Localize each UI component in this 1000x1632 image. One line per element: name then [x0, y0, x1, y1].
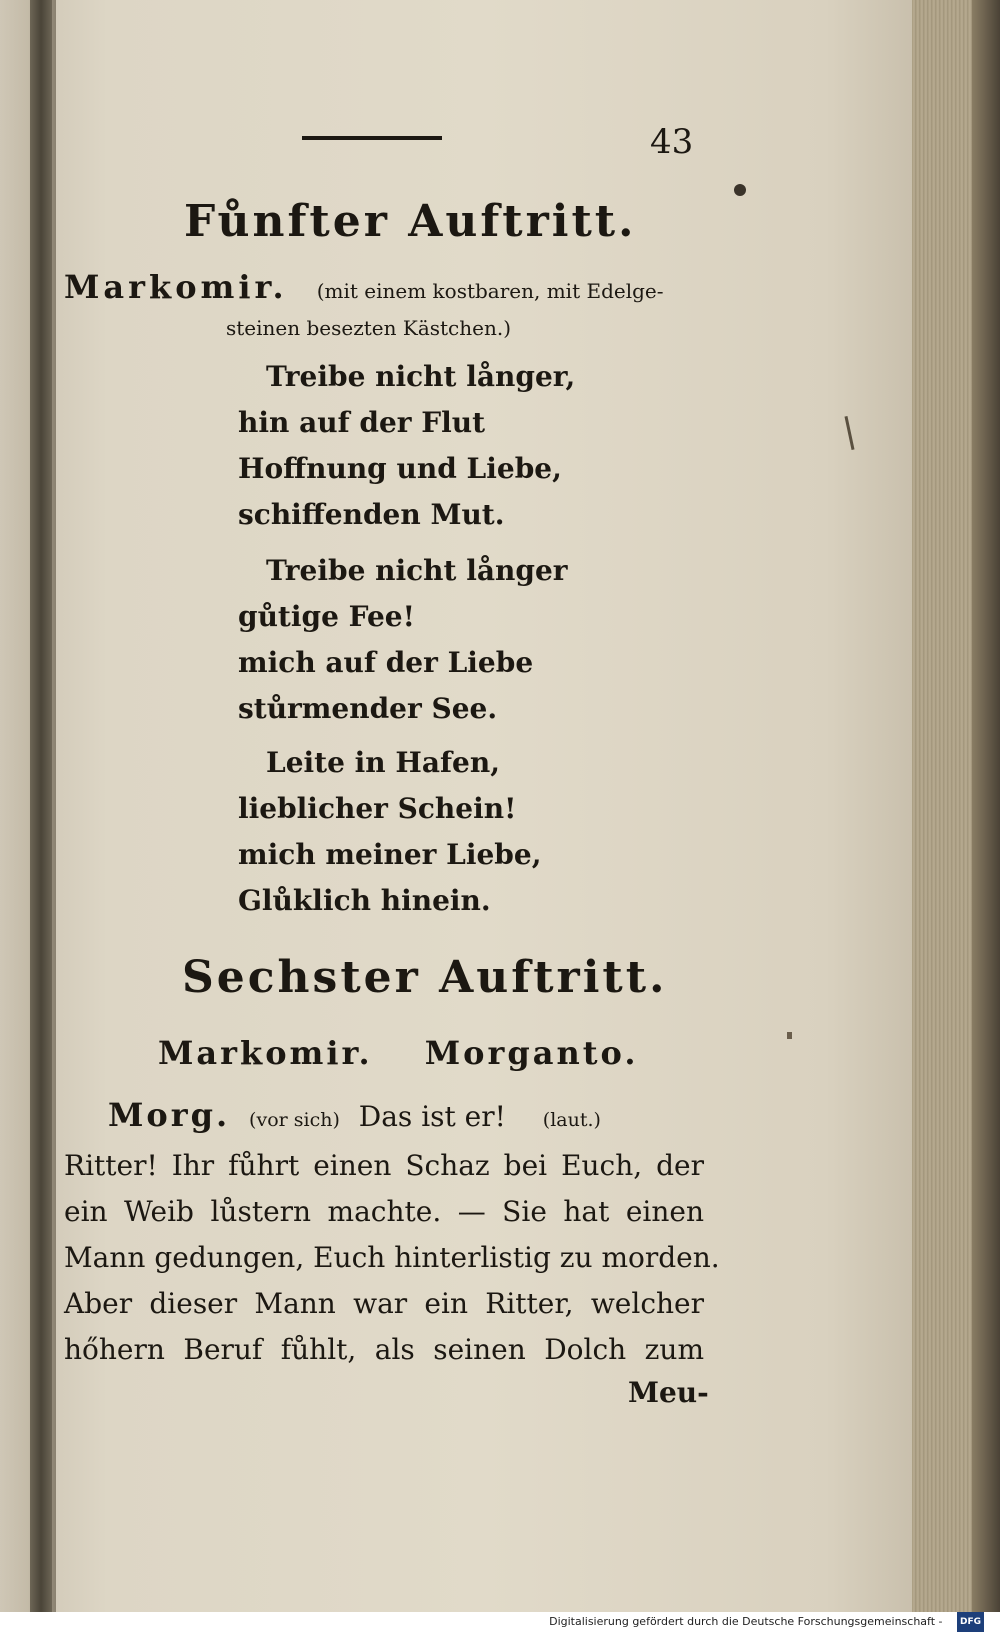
verse-line: Glůklich hinein. — [238, 884, 491, 917]
header-rule — [302, 136, 442, 140]
footer-credit: Digitalisierung gefördert durch die Deutsche Forschungsgemeinschaft - — [549, 1615, 943, 1628]
page-number: 43 — [650, 122, 694, 162]
verse-line: mich auf der Liebe — [238, 646, 534, 679]
verse-stanza-3 — [238, 740, 541, 924]
dialogue-first-line — [64, 1092, 704, 1143]
scene5-speaker-line — [64, 268, 664, 306]
scene5-heading: Fůnfter Auftritt. — [184, 196, 637, 247]
verse-line: Treibe nicht långer, — [266, 360, 576, 393]
dfg-logo: DFG — [957, 1612, 984, 1632]
scene6-persons — [158, 1034, 638, 1072]
scene5-stage-direction-1: (mit einem kostbaren, mit Edelge- — [316, 279, 664, 303]
scene6-speaker: Morg. — [108, 1096, 231, 1134]
catchword: Meu- — [628, 1376, 709, 1409]
scene6-heading: Sechster Auftritt. — [182, 952, 668, 1003]
verse-line: mich meiner Liebe, — [238, 838, 542, 871]
verse-line: Leite in Hafen, — [266, 746, 500, 779]
verse-line: gůtige Fee! — [238, 600, 415, 633]
dialogue-line: hőhern Beruf fůhlt, als seinen Dolch zum — [64, 1333, 704, 1366]
scene6-aside-1: (vor sich) — [249, 1109, 340, 1131]
dialogue-line: ein Weib lůstern machte. — Sie hat einen — [64, 1195, 704, 1228]
ink-speck — [787, 1032, 792, 1039]
scene6-speech-1: Das ist er! — [358, 1100, 506, 1133]
scene6-person: Morganto. — [424, 1034, 639, 1072]
verse-line: lieblicher Schein! — [238, 792, 517, 825]
dialogue-line: Mann gedungen, Euch hinterlistig zu morden. — [64, 1241, 720, 1274]
scene6-person: Markomir. — [158, 1034, 373, 1072]
digitization-footer — [0, 1612, 1000, 1630]
verse-line: hin auf der Flut — [238, 406, 486, 439]
verse-line: schiffenden Mut. — [238, 498, 505, 531]
verse-stanza-1 — [238, 354, 575, 538]
scene6-aside-2: (laut.) — [542, 1109, 601, 1131]
verse-line: Treibe nicht långer — [266, 554, 568, 587]
ink-blot — [734, 184, 746, 196]
verse-stanza-2 — [238, 548, 568, 732]
dialogue-line: Ritter! Ihr fůhrt einen Schaz bei Euch, der — [64, 1149, 704, 1182]
book-gutter — [30, 0, 52, 1612]
scene5-speaker: Markomir. — [64, 268, 288, 306]
scene5-stage-direction-2: steinen besezten Kästchen.) — [226, 316, 511, 340]
page-fore-edge — [912, 0, 1000, 1612]
dialogue-line: Aber dieser Mann war ein Ritter, welcher — [64, 1287, 704, 1320]
verse-line: stůrmender See. — [238, 692, 498, 725]
verse-line: Hoffnung und Liebe, — [238, 452, 562, 485]
scene6-dialogue — [64, 1092, 720, 1373]
